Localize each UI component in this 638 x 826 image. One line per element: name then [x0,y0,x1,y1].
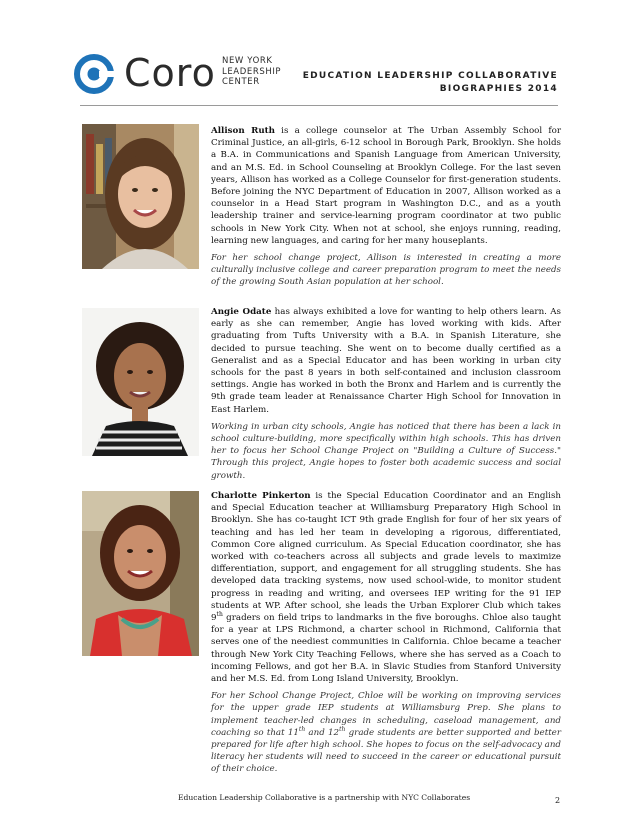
portrait-charlotte-pinkerton [82,491,199,656]
portrait-angie-odate [82,308,199,456]
bio-text: graders on field trips to landmarks in the five boroughs. Chloe also taught for a year at LPS Richmond, a charter school in Richmond, California that serves one of the neediest communities in California. Chloe became a teacher through New York City Teaching Fellows, where she has served as a Coach to incoming Fellows, and got her B.A. in Slavic Studies from Stanford University and her M.S. Ed. from Long Island University, Brooklyn. [211,613,561,685]
bio-allison-ruth [211,125,561,294]
bio-name: Allison Ruth [211,126,275,136]
bio-text: has always exhibited a love for wanting to help others learn. As early as she can remember, Angie has loved working with kids. After graduating from Tufts University with a B.A. in Spanish Literature, she decided to pursue teaching. She went on to become dually certified as a Generalist and as a Special Educator and has been working in urban city schools for the past 8 years in both self-contained and inclusion classroom settings. Angie has worked in both the Bronx and Harlem and is currently the 9th grade team leader at Renaissance Charter High School for Innovation in East Harlem. [211,307,561,415]
page-number: 2 [555,796,561,805]
bio-project-text: and 12 [305,727,340,738]
logo-sub-line: NEW YORK [222,56,273,66]
header-divider [80,105,558,106]
bio-text: is the Special Education Coordinator and an English and Special Education teacher at Williamsburg Preparatory High School in Brooklyn. She has co-taught ICT 9th grade English for four of her six years of teaching and has led her team in developing a rigorous, differentiated, Common Core aligned curriculum. As Special Education coordinator, she has worked with co-teachers across all subjects and grade levels to maximize differentiation, support, and engagement for all struggling students. She has developed data tracking systems, now used school-wide, to monitor student progress in reading and writing, and oversees IEP writing for the 91 IEP students at WP. After school, she leads the Urban Explorer Club which takes 9 [211,491,561,624]
bio-project [211,690,561,775]
coro-logo-mark-icon [74,54,114,94]
bio-project: Working in urban city schools, Angie has noticed that there has been a lack in school culture-building, more specifically within high schools. This has driven her to focus her School Change Project on "Building a Culture of Success." Through this project, Angie hopes to foster both academic success and social growth. [211,421,561,481]
portrait-image [82,491,199,656]
bio-project-text: For her School Change Project, Chloe will be working on improving services for the upper grade IEP students at Williamsburg Prep. She plans to implement teacher-led changes in scheduling, caseload management, and coaching so that 11 [211,691,561,738]
portrait-image [82,308,199,456]
bio-project: For her school change project, Allison is interested in creating a more culturally inclusive college and career preparation program to meet the needs of the growing South Asian population at her school. [211,253,561,288]
superscript: th [216,611,223,619]
footer-note: Education Leadership Collaborative is a partnership with NYC Collaborates [178,793,471,802]
bio-paragraph [211,306,561,416]
logo-wordmark: Coro [124,51,216,95]
bio-angie-odate [211,306,561,487]
logo-sub-line: LEADERSHIP [222,66,282,77]
logo-subtitle [222,56,281,88]
logo-sub-line: CENTER [222,77,260,87]
document-header [303,70,558,96]
portrait-allison-ruth [82,124,199,269]
superscript: th [339,725,346,733]
bio-paragraph [211,490,561,685]
portrait-image [82,124,199,269]
bio-charlotte-pinkerton [211,490,561,781]
bio-paragraph [211,125,561,247]
bio-text: is a college counselor at The Urban Assembly School for Criminal Justice, an all-girls, 6-12 school in Borough Park, Brooklyn. She holds a B.A. in Communications and Spanish Language from American University, and an M.S. Ed. in School Counseling at Brooklyn College. For the last seven years, Allison has worked as a College Counselor for first-generation students. Before joining the NYC Department of Education in 2007, Allison worked as a counselor in a Head Start program in Washington D.C., and as a youth leadership trainer and service-learning program coordinator at two public schools in New York City. When not at school, she enjoys running, reading, learning new languages, and caring for her many houseplants. [211,126,561,246]
superscript: th [298,725,306,733]
header-title: EDUCATION LEADERSHIP COLLABORATIVE [302,71,558,81]
bio-name: Charlotte Pinkerton [211,491,311,501]
bio-project-text: grade students are better supported and better prepared for life after high school. She hopes to focus on the self-advocacy and literacy her students will need to succeed in the career or educational pursuit of their choice. [211,727,561,775]
header-subtitle: BIOGRAPHIES 2014 [439,84,558,94]
bio-name: Angie Odate [211,307,272,317]
